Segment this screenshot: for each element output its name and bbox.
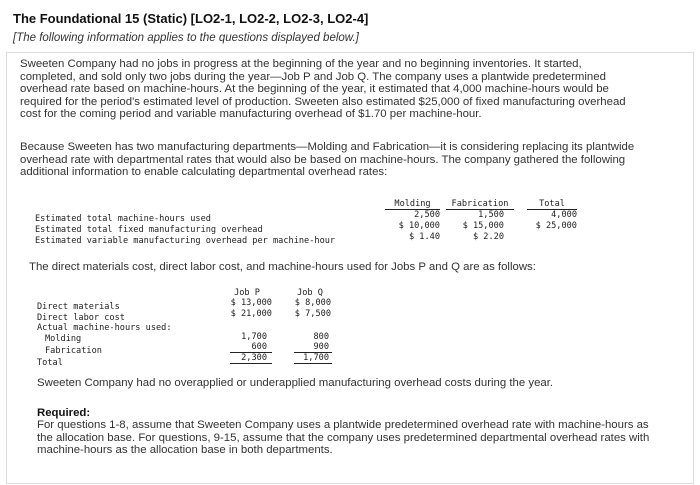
cell-fabrication: $ 2.20 bbox=[472, 232, 504, 242]
cell-job-q: $ 7,500 bbox=[294, 309, 331, 319]
total-line bbox=[294, 363, 332, 364]
text-line: Sweeten Company had no jobs in progress at the beginning of the year and no beginning inventories. It started, bbox=[20, 58, 582, 70]
cell-job-p: 1,700 bbox=[241, 332, 267, 342]
cell-job-p: 600 bbox=[251, 342, 267, 352]
cell-job-q: 900 bbox=[313, 342, 329, 352]
text-line: overhead rate based on machine-hours. At the beginning of the year, it estimated that 4,000 machine-hours would be bbox=[20, 83, 609, 96]
row-label: Estimated variable manufacturing overhead per machine-hour bbox=[35, 236, 336, 246]
text-line: cost for the coming period and variable manufacturing overhead of $1.70 per machine-hour. bbox=[20, 108, 482, 121]
row-label: Direct materials bbox=[37, 302, 120, 312]
cell-fabrication: $ 15,000 bbox=[462, 221, 504, 231]
text-line: machine-hours as the allocation base in both departments. bbox=[37, 444, 333, 457]
cell-job-q: $ 8,000 bbox=[294, 298, 331, 308]
row-label: Estimated total fixed manufacturing overhead bbox=[35, 225, 263, 235]
text-line: Because Sweeten has two manufacturing departments—Molding and Fabrication—it is considering replacing its plantwide bbox=[20, 141, 635, 153]
text-line: completed, and sold only two jobs during the year—Job P and Job Q. The company uses a plantwide predetermined bbox=[20, 70, 606, 83]
jobs-intro: The direct materials cost, direct labor cost, and machine-hours used for Jobs P and Q are as follows: bbox=[29, 261, 536, 273]
col-header-fabrication: Fabrication bbox=[451, 199, 509, 209]
row-label: Molding bbox=[45, 334, 82, 344]
text-line: For questions 1-8, assume that Sweeten Company uses a plantwide predetermined overhead rate with machine-hours as bbox=[37, 419, 649, 431]
page-subtitle: [The following information applies to the questions displayed below.] bbox=[13, 32, 359, 44]
required-text bbox=[37, 419, 649, 457]
row-label: Estimated total machine-hours used bbox=[35, 214, 211, 224]
cell-job-p: $ 21,000 bbox=[230, 309, 272, 319]
text-line: the allocation base. For questions, 9-15, assume that the company uses predetermined departmental overhead rates with bbox=[37, 431, 650, 444]
required-label: Required: bbox=[37, 407, 91, 419]
row-label: Direct labor cost bbox=[37, 313, 125, 323]
intro-paragraph-2 bbox=[20, 141, 634, 179]
cell-fabrication: 1,500 bbox=[478, 210, 504, 220]
row-label: Fabrication bbox=[45, 346, 102, 356]
cell-molding: $ 10,000 bbox=[398, 221, 440, 231]
col-header-total: Total bbox=[539, 199, 565, 209]
intro-paragraph-1 bbox=[20, 58, 626, 121]
cell-job-q: 800 bbox=[313, 332, 329, 342]
closing-text: Sweeten Company had no overapplied or underapplied manufacturing overhead costs during the year. bbox=[37, 377, 554, 389]
text-line: overhead rate with departmental rates that would also be based on machine-hours. The company gathered the following bbox=[20, 153, 626, 166]
col-header-molding: Molding bbox=[394, 199, 431, 209]
cell-molding: $ 1.40 bbox=[408, 232, 440, 242]
cell-job-p: $ 13,000 bbox=[230, 298, 272, 308]
text-line: required for the period's estimated level of production. Sweeten also estimated $25,000 of fixed manufacturing overhead bbox=[20, 95, 626, 108]
page-title: The Foundational 15 (Static) [LO2-1, LO2-2, LO2-3, LO2-4] bbox=[13, 11, 369, 26]
text-line: additional information to enable calculating departmental overhead rates: bbox=[20, 166, 388, 179]
row-label: Actual machine-hours used: bbox=[37, 323, 172, 333]
cell-job-q: 1,700 bbox=[303, 353, 329, 363]
col-header-job-q: Job Q bbox=[297, 288, 323, 298]
cell-job-p: 2,300 bbox=[241, 353, 267, 363]
cell-molding: 2,500 bbox=[414, 210, 440, 220]
total-line bbox=[230, 363, 272, 364]
col-header-job-p: Job P bbox=[234, 288, 260, 298]
cell-total: 4,000 bbox=[551, 210, 577, 220]
row-label: Total bbox=[37, 358, 63, 368]
cell-total: $ 25,000 bbox=[535, 221, 577, 231]
